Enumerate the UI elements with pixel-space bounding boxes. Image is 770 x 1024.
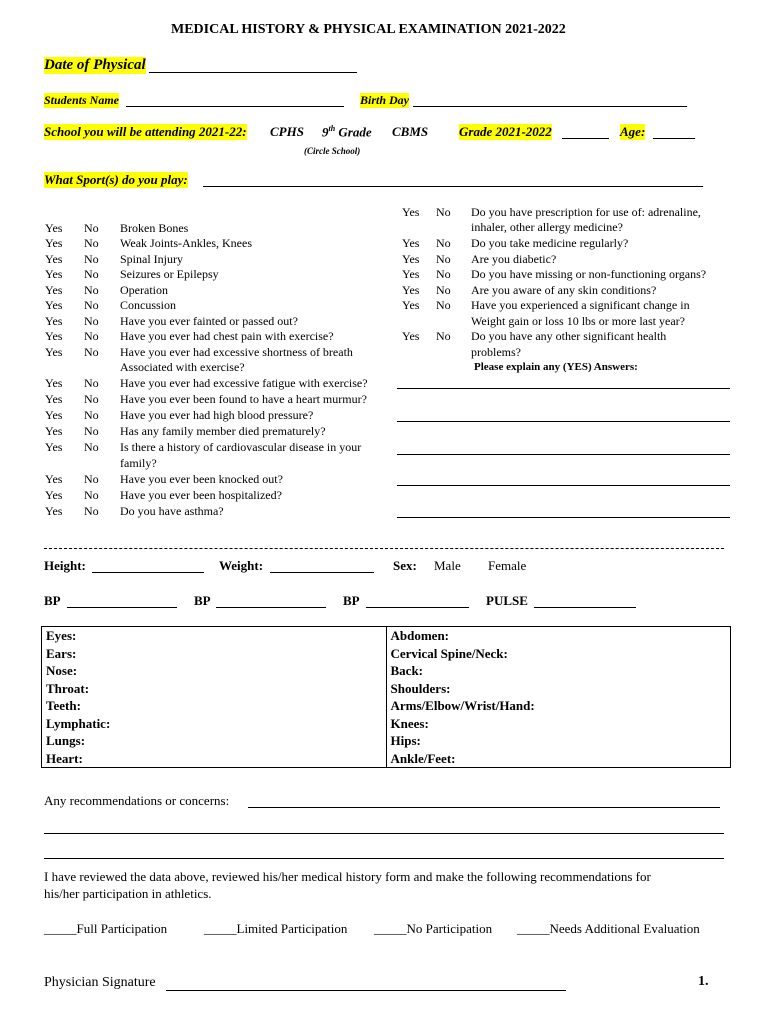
- question-text: Operation: [120, 283, 168, 297]
- sex-option-female[interactable]: Female: [488, 558, 527, 573]
- no-option[interactable]: No: [436, 205, 451, 219]
- no-option[interactable]: No: [84, 314, 99, 328]
- physical-exam-table: [41, 626, 731, 768]
- no-option[interactable]: No: [84, 267, 99, 281]
- grade-field[interactable]: [562, 138, 609, 139]
- exam-cell[interactable]: Knees:: [386, 715, 731, 733]
- no-option[interactable]: No: [84, 345, 99, 359]
- no-option[interactable]: No: [436, 298, 451, 312]
- question-text: Have you experienced a significant change in: [471, 298, 690, 312]
- yes-option[interactable]: Yes: [45, 221, 63, 235]
- question-text-continued: Associated with exercise?: [120, 360, 245, 374]
- question-text-continued: Weight gain or loss 10 lbs or more last year?: [471, 314, 685, 328]
- sex-label: Sex:: [393, 558, 417, 573]
- no-option[interactable]: No: [84, 472, 99, 486]
- exam-cell[interactable]: Shoulders:: [386, 680, 731, 698]
- question-text: Concussion: [120, 298, 177, 312]
- no-option[interactable]: No: [84, 488, 99, 502]
- question-text-continued: inhaler, other allergy medicine?: [471, 220, 623, 234]
- exam-cell[interactable]: Ankle/Feet:: [386, 750, 731, 768]
- grade-suffix: th: [328, 124, 336, 133]
- yes-option[interactable]: Yes: [45, 236, 63, 250]
- question-text: Are you aware of any skin conditions?: [471, 283, 657, 297]
- question-text: Have you ever fainted or passed out?: [120, 314, 298, 328]
- question-text-continued: family?: [120, 456, 157, 470]
- question-text: Weak Joints-Ankles, Knees: [120, 236, 253, 250]
- no-option[interactable]: No: [436, 267, 451, 281]
- pulse-label: PULSE: [486, 593, 528, 608]
- page-number: 1.: [698, 974, 709, 989]
- recommendations-label: Any recommendations or concerns:: [44, 793, 230, 808]
- bp-label-1: BP: [44, 593, 61, 608]
- question-text: Spinal Injury: [120, 252, 183, 266]
- explain-line[interactable]: [397, 421, 730, 422]
- exam-cell[interactable]: Nose:: [42, 662, 387, 680]
- no-option[interactable]: No: [84, 408, 99, 422]
- age-field[interactable]: [653, 138, 695, 139]
- weight-field[interactable]: [270, 572, 374, 573]
- question-text: Have you ever been found to have a heart murmur?: [120, 392, 367, 406]
- no-option[interactable]: No: [84, 252, 99, 266]
- no-participation-option[interactable]: _____No Participation: [374, 921, 493, 936]
- no-option[interactable]: No: [84, 392, 99, 406]
- no-option[interactable]: No: [436, 236, 451, 250]
- no-option[interactable]: No: [84, 221, 99, 235]
- table-row: [42, 715, 731, 733]
- yes-option[interactable]: Yes: [45, 314, 63, 328]
- physician-signature-label: Physician Signature: [44, 975, 156, 990]
- recommendations-line[interactable]: [44, 833, 724, 834]
- bp-field-3[interactable]: [366, 607, 469, 608]
- students-name-label: Students Name: [44, 93, 120, 107]
- school-option-cphs[interactable]: CPHS: [270, 124, 304, 139]
- exam-cell[interactable]: Back:: [386, 662, 731, 680]
- section-divider: [44, 548, 724, 549]
- no-option[interactable]: No: [436, 283, 451, 297]
- exam-cell[interactable]: Ears:: [42, 645, 387, 663]
- question-text: Do you have asthma?: [120, 504, 224, 518]
- table-row: [42, 680, 731, 698]
- exam-cell[interactable]: Lungs:: [42, 732, 387, 750]
- question-text: Have you ever been hospitalized?: [120, 488, 282, 502]
- no-option[interactable]: No: [436, 252, 451, 266]
- no-option[interactable]: No: [84, 283, 99, 297]
- explain-line[interactable]: [397, 388, 730, 389]
- table-row: [42, 750, 731, 768]
- page-title: MEDICAL HISTORY & PHYSICAL EXAMINATION 2021-2022: [171, 22, 566, 37]
- table-row: [42, 662, 731, 680]
- yes-option[interactable]: Yes: [402, 283, 420, 297]
- birth-day-label: Birth Day: [360, 93, 410, 107]
- needs-evaluation-option[interactable]: _____Needs Additional Evaluation: [517, 921, 700, 936]
- explain-label: Please explain any (YES) Answers:: [474, 361, 638, 373]
- yes-option[interactable]: Yes: [45, 267, 63, 281]
- exam-cell[interactable]: Hips:: [386, 732, 731, 750]
- no-option[interactable]: No: [84, 440, 99, 454]
- height-label: Height:: [44, 558, 86, 573]
- birth-day-field[interactable]: [413, 106, 687, 107]
- students-name-field[interactable]: [126, 106, 344, 107]
- yes-option[interactable]: Yes: [45, 376, 63, 390]
- yes-option[interactable]: Yes: [45, 298, 63, 312]
- exam-cell[interactable]: Heart:: [42, 750, 387, 768]
- yes-option[interactable]: Yes: [45, 283, 63, 297]
- sex-option-male[interactable]: Male: [434, 558, 461, 573]
- question-text: Do you take medicine regularly?: [471, 236, 629, 250]
- no-option[interactable]: No: [84, 504, 99, 518]
- yes-option[interactable]: Yes: [45, 252, 63, 266]
- no-option[interactable]: No: [84, 424, 99, 438]
- yes-option[interactable]: Yes: [45, 440, 63, 454]
- table-row: [42, 645, 731, 663]
- circle-school-note: (Circle School): [304, 146, 361, 156]
- yes-option[interactable]: Yes: [45, 472, 63, 486]
- grade-label: Grade 2021-2022: [459, 124, 552, 139]
- date-of-physical-label: Date of Physical: [44, 57, 146, 73]
- table-row: [42, 627, 731, 645]
- sport-label: What Sport(s) do you play:: [44, 172, 188, 187]
- yes-option[interactable]: Yes: [45, 345, 63, 359]
- yes-option[interactable]: Yes: [45, 424, 63, 438]
- question-text: Broken Bones: [120, 221, 189, 235]
- school-label: School you will be attending 2021-22:: [44, 124, 247, 139]
- yes-option[interactable]: Yes: [402, 236, 420, 250]
- full-participation-option[interactable]: _____Full Participation: [44, 921, 168, 936]
- bp-label-2: BP: [194, 593, 211, 608]
- no-option[interactable]: No: [84, 298, 99, 312]
- yes-option[interactable]: Yes: [45, 329, 63, 343]
- question-text: Do you have any other significant health: [471, 329, 667, 343]
- no-option[interactable]: No: [436, 329, 451, 343]
- grade-word: Grade: [338, 124, 372, 140]
- grade-number: 9: [322, 124, 329, 140]
- yes-option[interactable]: Yes: [402, 298, 420, 312]
- question-text-continued: problems?: [471, 345, 521, 359]
- explain-line[interactable]: [397, 517, 730, 518]
- yes-option[interactable]: Yes: [402, 329, 420, 343]
- question-text: Has any family member died prematurely?: [120, 424, 326, 438]
- review-text-line-2: his/her participation in athletics.: [44, 886, 212, 901]
- recommendations-line[interactable]: [44, 858, 724, 859]
- height-field[interactable]: [92, 572, 204, 573]
- table-row: [42, 732, 731, 750]
- bp-label-3: BP: [343, 593, 360, 608]
- school-option-9th-grade[interactable]: [322, 124, 372, 140]
- question-text: Have you ever had excessive shortness of breath: [120, 345, 353, 359]
- exam-cell[interactable]: Abdomen:: [386, 627, 731, 645]
- question-text: Have you ever had high blood pressure?: [120, 408, 314, 422]
- school-option-cbms[interactable]: CBMS: [392, 124, 429, 139]
- question-text: Have you ever had excessive fatigue with exercise?: [120, 376, 368, 390]
- yes-option[interactable]: Yes: [402, 205, 420, 219]
- yes-option[interactable]: Yes: [45, 408, 63, 422]
- limited-participation-option[interactable]: _____Limited Participation: [204, 921, 348, 936]
- exam-cell[interactable]: Cervical Spine/Neck:: [386, 645, 731, 663]
- exam-cell[interactable]: Throat:: [42, 680, 387, 698]
- question-text: Do you have missing or non-functioning organs?: [471, 267, 707, 281]
- yes-option[interactable]: Yes: [45, 392, 63, 406]
- explain-line[interactable]: [397, 454, 730, 455]
- age-label: Age:: [620, 124, 646, 139]
- recommendations-field[interactable]: [248, 807, 720, 808]
- date-of-physical-field[interactable]: [149, 72, 357, 73]
- exam-cell[interactable]: Arms/Elbow/Wrist/Hand:: [386, 697, 731, 715]
- exam-cell[interactable]: Lymphatic:: [42, 715, 387, 733]
- weight-label: Weight:: [219, 558, 264, 573]
- yes-option[interactable]: Yes: [45, 504, 63, 518]
- yes-option[interactable]: Yes: [402, 267, 420, 281]
- question-text: Do you have prescription for use of: adrenaline,: [471, 205, 701, 219]
- question-text: Are you diabetic?: [471, 252, 557, 266]
- exam-cell[interactable]: Teeth:: [42, 697, 387, 715]
- bp-field-2[interactable]: [216, 607, 326, 608]
- exam-cell[interactable]: Eyes:: [42, 627, 387, 645]
- table-row: [42, 697, 731, 715]
- physician-signature-field[interactable]: [166, 990, 566, 991]
- review-text-line-1: I have reviewed the data above, reviewed his/her medical history form and make the following recommendations for: [44, 869, 651, 884]
- question-text: Have you ever had chest pain with exercise?: [120, 329, 334, 343]
- question-text: Have you ever been knocked out?: [120, 472, 283, 486]
- yes-option[interactable]: Yes: [402, 252, 420, 266]
- explain-line[interactable]: [397, 485, 730, 486]
- question-text: Seizures or Epilepsy: [120, 267, 219, 281]
- no-option[interactable]: No: [84, 329, 99, 343]
- no-option[interactable]: No: [84, 376, 99, 390]
- pulse-field[interactable]: [534, 607, 636, 608]
- yes-option[interactable]: Yes: [45, 488, 63, 502]
- no-option[interactable]: No: [84, 236, 99, 250]
- question-text: Is there a history of cardiovascular disease in your: [120, 440, 362, 454]
- bp-field-1[interactable]: [67, 607, 177, 608]
- sport-field[interactable]: [203, 186, 703, 187]
